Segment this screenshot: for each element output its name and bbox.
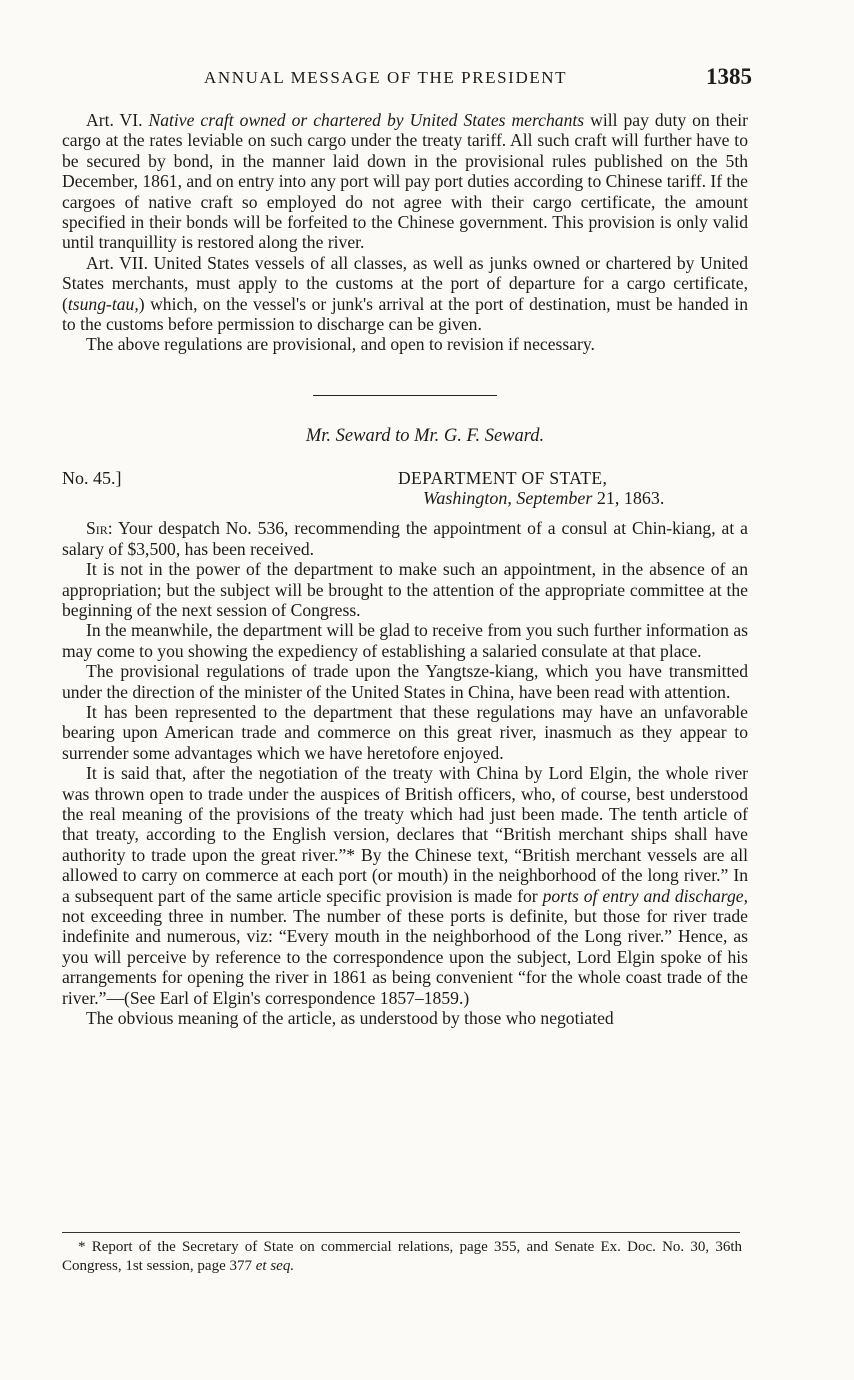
article-7-paragraph — [62, 253, 748, 335]
article-6-label: Art. VI. — [86, 110, 143, 130]
letter-paragraph-6-a: It is said that, after the negotiation of the treaty with China by Lord Elgin, the whole river was thrown open to trade under the auspices of British officers, who, of course, best understood the real meaning of the provisions of the treaty which had just been made. The tenth article of that treaty, according to the English version, declares that “British merchant ships shall have authority to trade upon the great river.”* By the Chinese text, “British merchant vessels are all allowed to carry on commerce at each port (or mouth) in the neighborhood of the long river.” In a subsequent part of the same article specific provision is made for — [62, 763, 748, 906]
article-6-heading: Native craft owned or chartered by United States merchants — [148, 110, 585, 130]
letter-paragraph-6-b: not exceeding three in number. The number of these ports is definite, but those for river trade indefinite and numerous, viz: “Every mouth in the neighborhood of the Long river.” Hence, as you will perceive by reference to the correspondence upon the subject, Lord Elgin spoke of his arrangements for opening the river in 1861 as being convenient “for the whole coast trade of the river.”—(See Earl of Elgin's correspondence 1857–1859.) — [62, 906, 748, 1008]
letter-paragraph-2: It is not in the power of the department to make such an appointment, in the absence of an appropriation; but the subject will be brought to the attention of the appropriate committee at the beginning of the next session of Congress. — [62, 559, 748, 620]
article-6-text: will pay duty on their cargo at the rates leviable on such cargo under the treaty tariff. All such craft will further have to be secured by bond, in the manner laid down in the provisional rules published on the 5th December, 1861, and on entry into any port will pay port duties according to Chinese tariff. If the cargoes of native craft so employed do not agree with their cargo certificate, the amount specified in their bonds will be forfeited to the Chinese government. This provision is only valid until tranquillity is restored along the river. — [62, 110, 748, 253]
article-6-paragraph — [62, 110, 748, 253]
closing-note: The above regulations are provisional, and open to revision if necessary. — [86, 334, 595, 355]
letter-paragraph-6-italic: ports of entry and discharge, — [542, 885, 748, 906]
letter-paragraph-1-text: : Your despatch No. 536, recommending the appointment of a consul at Chin-kiang, at a salary of $3,500, has been received. — [62, 518, 748, 559]
dateline-date: 21, 1863. — [596, 488, 665, 509]
department-name: DEPARTMENT OF STATE, — [398, 468, 608, 489]
page-body — [62, 110, 748, 1028]
letter-paragraph-6 — [62, 763, 748, 1008]
footnote-italic: et seq. — [255, 1257, 295, 1274]
dateline-place: Washington, — [423, 488, 512, 509]
page-header — [62, 64, 752, 94]
letter-title: Mr. Seward to Mr. G. F. Seward. — [305, 425, 545, 446]
letter-heading — [62, 468, 748, 510]
dateline-month: September — [516, 488, 593, 509]
salutation: Sir — [86, 518, 108, 539]
running-title: ANNUAL MESSAGE OF THE PRESIDENT — [204, 68, 568, 87]
article-7-term: tsung-tau, — [67, 293, 139, 314]
page-number: 1385 — [706, 64, 752, 89]
despatch-number: No. 45.] — [62, 468, 122, 489]
footnote — [62, 1238, 742, 1275]
dateline — [423, 488, 664, 508]
article-7-text-before: Art. VII. United States vessels of all classes, as well as junks owned or chartered by United States merchants, must apply to the customs at the port of departure for a cargo certificate, ( — [62, 252, 748, 314]
letter-paragraph-5: It has been represented to the department that these regulations may have an unfavorable bearing upon American trade and commerce on this great river, inasmuch as they appear to surrender some advantages which we have heretofore enjoyed. — [62, 701, 748, 763]
letter-paragraph-1 — [62, 518, 748, 559]
section-divider — [313, 395, 497, 396]
article-7-text-after: ) which, on the vessel's or junk's arrival at the port of destination, must be handed in to the customs before permission to discharge can be given. — [62, 293, 748, 335]
letter-paragraph-3: In the meanwhile, the department will be glad to receive from you such further information as may come to you showing the expediency of establishing a salaried consulate at that place. — [62, 620, 748, 661]
footnote-rule — [62, 1232, 740, 1233]
footnote-text: * Report of the Secretary of State on commercial relations, page 355, and Senate Ex. Doc. No. 30, 36th Congress, 1st session, page 377 — [62, 1239, 742, 1274]
letter-paragraph-7: The obvious meaning of the article, as understood by those who negotiated — [86, 1008, 614, 1029]
letter-paragraph-4: The provisional regulations of trade upon the Yangtsze-kiang, which you have transmitted under the direction of the minister of the United States in China, have been read with attention. — [62, 661, 748, 702]
